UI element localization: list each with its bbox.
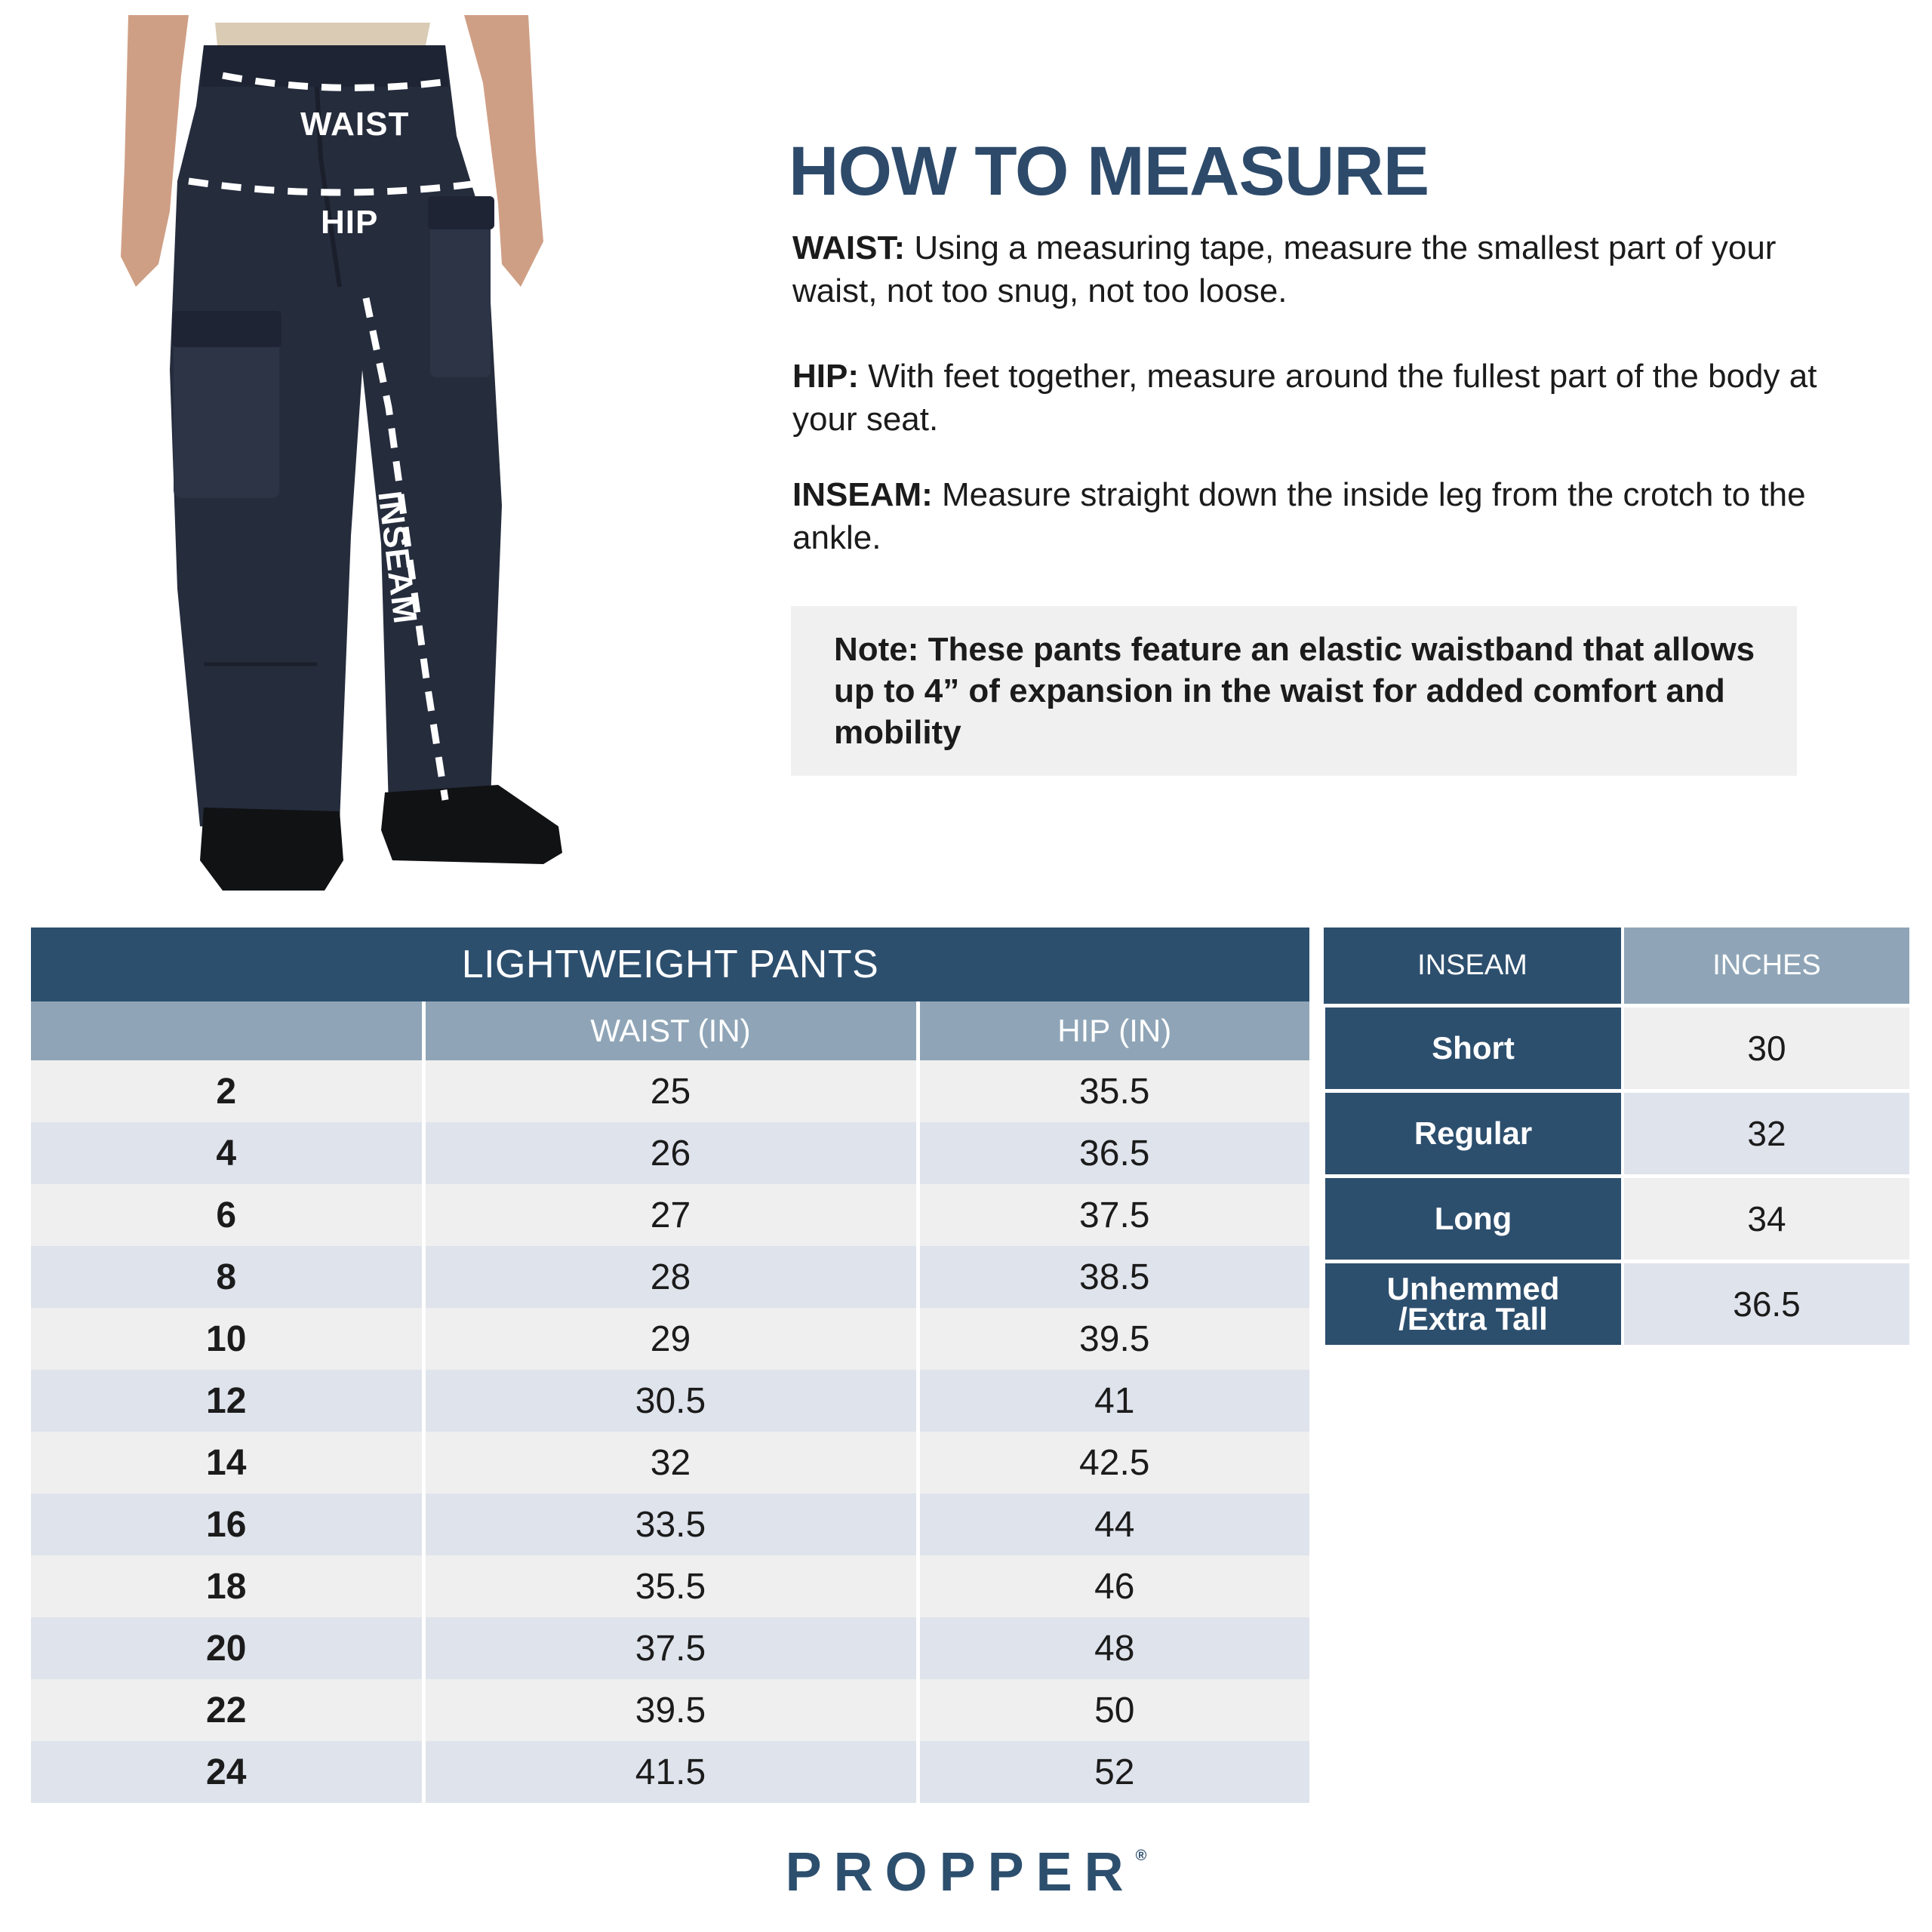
table-row [31, 1122, 1309, 1184]
size-cell: 4 [31, 1122, 423, 1184]
hip-instruction [792, 355, 1819, 441]
waist-cell: 27 [423, 1184, 918, 1246]
waist-cell: 32 [423, 1432, 918, 1494]
inseam-inches-cell: 32 [1623, 1091, 1909, 1177]
table-row [31, 1184, 1309, 1246]
waist-cell: 30.5 [423, 1370, 918, 1432]
size-cell: 22 [31, 1679, 423, 1741]
inches-column-header: INCHES [1623, 928, 1909, 1006]
waist-cell: 33.5 [423, 1494, 918, 1555]
page-title: HOW TO MEASURE [789, 133, 1429, 210]
hip-cell: 50 [918, 1679, 1309, 1741]
hip-text: With feet together, measure around the fullest part of the body at your seat. [792, 358, 1817, 438]
hip-label: HIP [321, 204, 379, 241]
size-cell: 18 [31, 1555, 423, 1617]
table-row [1324, 1262, 1909, 1346]
table-row [31, 1370, 1309, 1432]
size-table-body [31, 1060, 1309, 1803]
table-row [31, 1555, 1309, 1617]
waist-cell: 25 [423, 1060, 918, 1122]
hip-cell: 35.5 [918, 1060, 1309, 1122]
size-cell: 10 [31, 1308, 423, 1370]
table-row [31, 1432, 1309, 1494]
hip-cell: 38.5 [918, 1246, 1309, 1308]
size-cell: 2 [31, 1060, 423, 1122]
inseam-name-cell: Regular [1324, 1091, 1623, 1177]
hip-cell: 39.5 [918, 1308, 1309, 1370]
inseam-label: INSEAM [371, 489, 424, 626]
size-column-header [31, 1001, 423, 1060]
note-box [791, 606, 1797, 776]
registered-mark: ® [1135, 1847, 1147, 1864]
pants-figure-icon [91, 15, 619, 898]
table-row [31, 1741, 1309, 1803]
size-cell: 16 [31, 1494, 423, 1555]
waist-text: Using a measuring tape, measure the smallest part of your waist, not too snug, not too loose. [792, 229, 1777, 309]
hip-cell: 37.5 [918, 1184, 1309, 1246]
brand-name: PROPPER [785, 1842, 1136, 1903]
waist-cell: 37.5 [423, 1617, 918, 1679]
table-row [31, 1679, 1309, 1741]
hip-cell: 52 [918, 1741, 1309, 1803]
table-row [1324, 1177, 1909, 1262]
table-row [31, 1246, 1309, 1308]
waist-term: WAIST: [792, 229, 906, 266]
inseam-table-body [1324, 1006, 1909, 1346]
table-row [1324, 1006, 1909, 1091]
waist-instruction [792, 226, 1819, 312]
hip-cell: 46 [918, 1555, 1309, 1617]
inseam-name-cell: Long [1324, 1177, 1623, 1262]
waist-label: WAIST [300, 106, 410, 143]
size-table [31, 928, 1309, 1803]
inseam-inches-cell: 30 [1623, 1006, 1909, 1091]
size-cell: 12 [31, 1370, 423, 1432]
hip-cell: 36.5 [918, 1122, 1309, 1184]
hip-cell: 48 [918, 1617, 1309, 1679]
size-cell: 24 [31, 1741, 423, 1803]
inseam-column-header: INSEAM [1324, 928, 1623, 1006]
table-row [31, 1060, 1309, 1122]
waist-cell: 35.5 [423, 1555, 918, 1617]
inseam-name-cell: Unhemmed /Extra Tall [1324, 1262, 1623, 1346]
waist-cell: 28 [423, 1246, 918, 1308]
hip-cell: 44 [918, 1494, 1309, 1555]
inseam-inches-cell: 34 [1623, 1177, 1909, 1262]
inseam-inches-cell: 36.5 [1623, 1262, 1909, 1346]
waist-cell: 39.5 [423, 1679, 918, 1741]
size-cell: 20 [31, 1617, 423, 1679]
table-row [31, 1494, 1309, 1555]
hip-column-header: HIP (IN) [918, 1001, 1309, 1060]
inseam-text: Measure straight down the inside leg from the crotch to the ankle. [792, 476, 1806, 556]
note-text: Note: These pants feature an elastic waistband that allows up to 4” of expansion in the waist for added comfort and mobility [834, 631, 1755, 751]
inseam-instruction [792, 473, 1819, 559]
size-table-title: LIGHTWEIGHT PANTS [31, 928, 1309, 1001]
hip-term: HIP: [792, 358, 859, 395]
hip-cell: 41 [918, 1370, 1309, 1432]
brand-logo [0, 1841, 1932, 1903]
size-cell: 8 [31, 1246, 423, 1308]
waist-cell: 29 [423, 1308, 918, 1370]
table-row [31, 1308, 1309, 1370]
waist-cell: 41.5 [423, 1741, 918, 1803]
inseam-table [1322, 928, 1909, 1345]
size-cell: 14 [31, 1432, 423, 1494]
inseam-term: INSEAM: [792, 476, 933, 513]
pants-illustration [91, 15, 619, 898]
hip-cell: 42.5 [918, 1432, 1309, 1494]
table-row [31, 1617, 1309, 1679]
waist-column-header: WAIST (IN) [423, 1001, 918, 1060]
waist-cell: 26 [423, 1122, 918, 1184]
size-cell: 6 [31, 1184, 423, 1246]
inseam-name-cell: Short [1324, 1006, 1623, 1091]
table-row [1324, 1091, 1909, 1177]
